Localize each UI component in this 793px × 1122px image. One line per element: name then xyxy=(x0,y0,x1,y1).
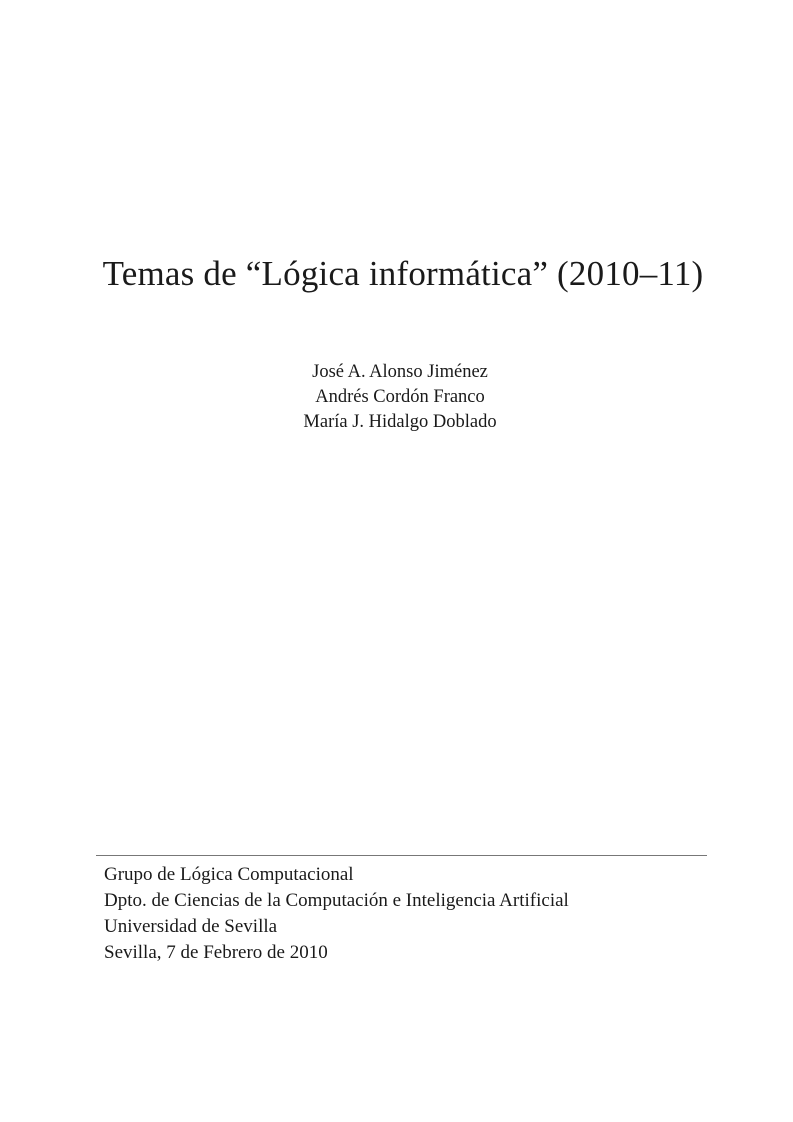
affiliation-group: Grupo de Lógica Computacional xyxy=(104,864,354,885)
author-list xyxy=(0,360,793,435)
author: Andrés Cordón Franco xyxy=(315,387,485,407)
affiliation-university: Universidad de Sevilla xyxy=(104,916,278,937)
document-title: Temas de “Lógica informática” (2010–11) xyxy=(102,254,704,293)
author: José A. Alonso Jiménez xyxy=(312,362,488,382)
author: María J. Hidalgo Doblado xyxy=(303,412,497,432)
affiliation-department: Dpto. de Ciencias de la Computación e Inteligencia Artificial xyxy=(104,890,569,911)
affiliation-block xyxy=(104,862,569,966)
place-date: Sevilla, 7 de Febrero de 2010 xyxy=(104,942,328,963)
horizontal-rule xyxy=(96,855,707,856)
